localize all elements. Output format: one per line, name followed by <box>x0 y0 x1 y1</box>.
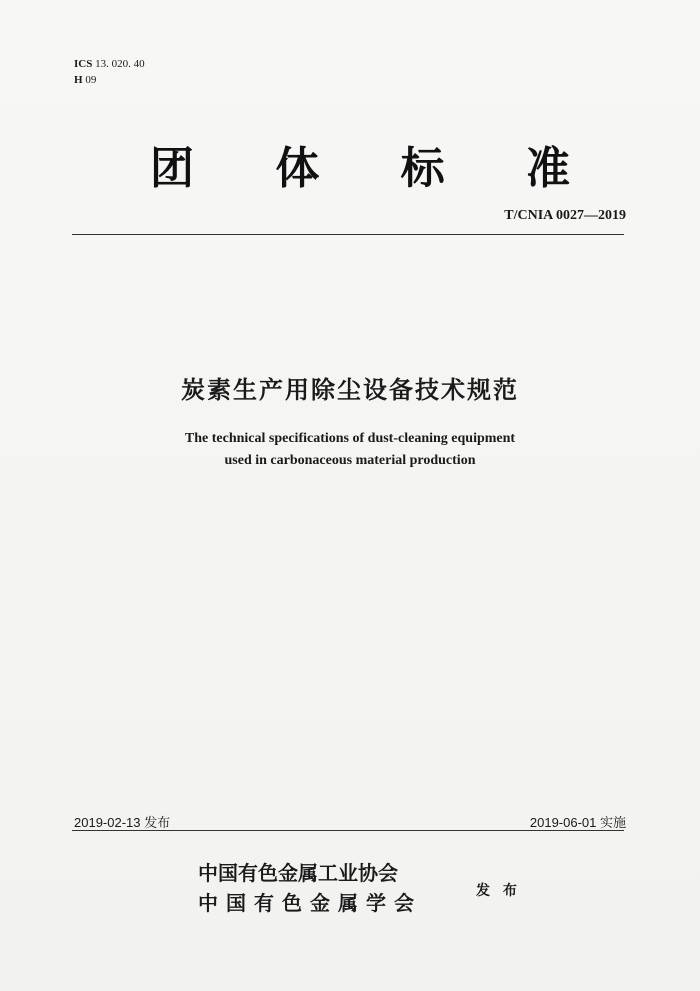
issuer-1: 中国有色金属工业协会 <box>198 861 398 885</box>
english-title <box>0 428 700 472</box>
english-title-line1: The technical specifications of dust-cleaning equipment <box>184 431 516 446</box>
issuing-organizations <box>198 858 422 918</box>
ics-code: ICS 13. 020. 40 <box>74 58 145 70</box>
document-type-title <box>150 132 570 196</box>
title-char: 团 <box>150 143 194 194</box>
issuer-2: 中国有色金属学会 <box>198 891 422 915</box>
ccs-code: H 09 <box>74 74 97 86</box>
chinese-title: 炭素生产用除尘设备技术规范 <box>181 376 519 404</box>
implement-date: 2019-06-01 实施 <box>529 815 626 830</box>
english-title-line2: used in carbonaceous material production <box>224 453 476 468</box>
title-char: 准 <box>525 143 570 194</box>
publish-label: 发 布 <box>476 883 521 899</box>
publish-date: 2019-02-13 发布 <box>74 815 171 830</box>
standard-number: T/CNIA 0027—2019 <box>504 208 626 223</box>
bottom-divider <box>72 830 624 831</box>
top-divider <box>72 234 624 235</box>
classification-codes <box>74 56 145 88</box>
title-char: 体 <box>275 143 320 194</box>
title-char: 标 <box>400 143 445 194</box>
